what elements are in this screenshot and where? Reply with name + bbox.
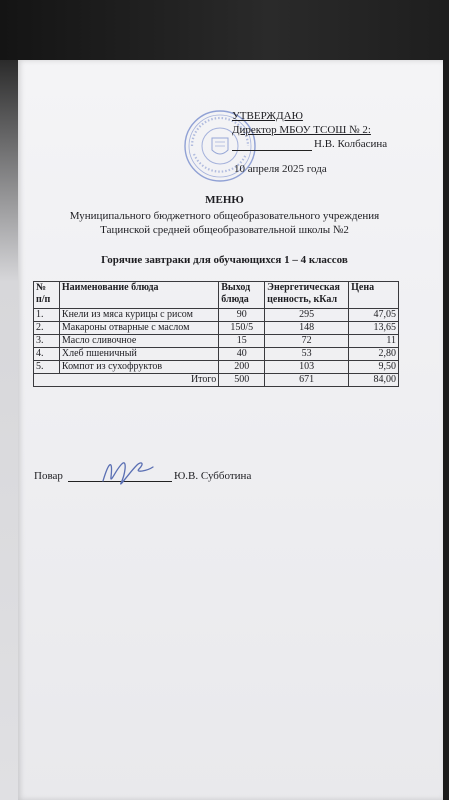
cook-name: Ю.В. Субботина: [174, 470, 252, 482]
cell-energy: 148: [265, 322, 349, 335]
total-output: 500: [219, 374, 265, 387]
cell-num: 5.: [34, 361, 60, 374]
cell-output: 150/5: [219, 322, 265, 335]
cell-energy: 103: [265, 361, 349, 374]
meal-title: Горячие завтраки для обучающихся 1 – 4 классов: [101, 254, 348, 266]
cell-energy: 295: [265, 309, 349, 322]
cell-price: 2,80: [349, 348, 399, 361]
table-row: [34, 335, 399, 348]
header-price: Цена: [349, 282, 399, 309]
signature-icon: [95, 455, 155, 491]
header-output: Выход блюда: [219, 282, 265, 309]
table-total-row: [34, 374, 399, 387]
cell-num: 1.: [34, 309, 60, 322]
approval-name: Н.В. Колбасина: [314, 138, 388, 150]
cell-price: 47,05: [349, 309, 399, 322]
approval-title: УТВЕРЖДАЮ: [232, 110, 303, 122]
cell-name: Компот из сухофруктов: [59, 361, 218, 374]
cell-output: 90: [219, 309, 265, 322]
approval-position: Директор МБОУ ТСОШ № 2:: [232, 124, 371, 136]
cell-name: Хлеб пшеничный: [59, 348, 218, 361]
cell-price: 9,50: [349, 361, 399, 374]
approval-date: 10 апреля 2025 года: [234, 163, 327, 175]
total-price: 84,00: [349, 374, 399, 387]
cell-name: Кнели из мяса курицы с рисом: [59, 309, 218, 322]
cell-num: 4.: [34, 348, 60, 361]
background-left: [0, 60, 18, 800]
header-energy: Энергетическая ценность, кКал: [265, 282, 349, 309]
approval-name-line: [232, 138, 387, 151]
organization-line-1: Муниципального бюджетного общеобразовательного учреждения: [69, 210, 380, 222]
cell-price: 11: [349, 335, 399, 348]
table-row: [34, 322, 399, 335]
background-top: [0, 0, 449, 60]
table-row: [34, 361, 399, 374]
cell-energy: 53: [265, 348, 349, 361]
cell-num: 3.: [34, 335, 60, 348]
cell-energy: 72: [265, 335, 349, 348]
organization-line-2: Тацинской средней общеобразовательной школы №2: [100, 224, 349, 236]
cell-num: 2.: [34, 322, 60, 335]
cell-output: 40: [219, 348, 265, 361]
menu-title: МЕНЮ: [205, 194, 244, 206]
header-num: № п/п: [34, 282, 60, 309]
table-header-row: [34, 282, 399, 309]
table-row: [34, 348, 399, 361]
header-name: Наименование блюда: [59, 282, 218, 309]
cell-name: Масло сливочное: [59, 335, 218, 348]
cook-label: Повар: [34, 470, 63, 482]
table-row: [34, 309, 399, 322]
signature-line: [232, 150, 312, 151]
cell-name: Макароны отварные с маслом: [59, 322, 218, 335]
menu-table: [33, 281, 399, 387]
total-energy: 671: [265, 374, 349, 387]
total-label: Итого: [34, 374, 219, 387]
cell-output: 200: [219, 361, 265, 374]
cell-price: 13,65: [349, 322, 399, 335]
cell-output: 15: [219, 335, 265, 348]
